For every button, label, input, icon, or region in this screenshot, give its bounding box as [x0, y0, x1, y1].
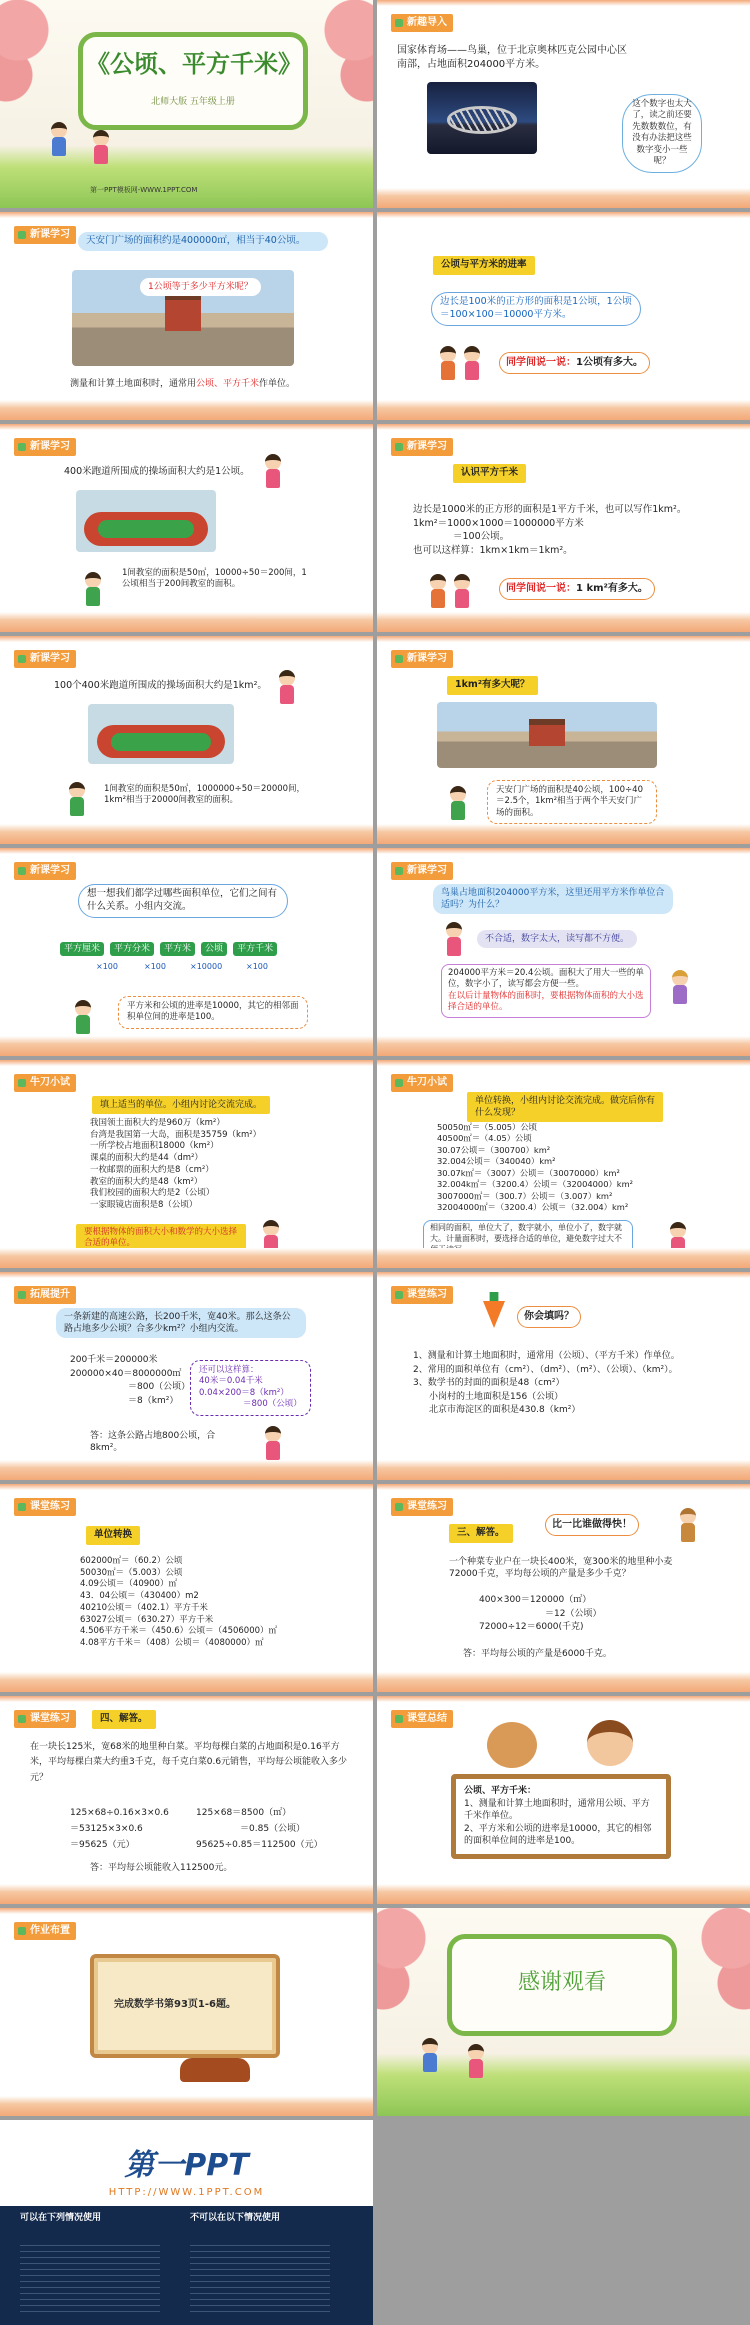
- track-text: 400米跑道所围成的操场面积大约是1公顷。: [64, 466, 250, 477]
- summary-board: 公顷、平方千米： 1、测量和计算土地面积时，通常用公顷、平方千米作单位。 2、平方米和公顷的进率是10000，其它的相邻的面积单位间的进率是100。: [451, 1774, 671, 1859]
- rate-note: 平方米和公顷的进率是10000，其它的相邻面积单位间的进率是100。: [118, 996, 308, 1029]
- farm-work: 400×300＝120000（㎡） ＝12（公顷） 72000÷12＝6000(千克): [479, 1595, 602, 1632]
- intro-bubble: 这个数字也太大了，读之前还要先数数数位，有没有办法把这些数字变小一些呢？: [622, 94, 702, 173]
- km2-banner: 认识平方千米: [453, 464, 526, 483]
- slide-learn-1: [0, 212, 373, 420]
- slide-title: [0, 0, 373, 208]
- fill-note: 要根据物体的面积大小和数学的大小选择合适的单位。: [76, 1224, 246, 1253]
- unit-chain: 平方厘米 平方分米 平方米 公顷 平方千米: [60, 942, 283, 956]
- track-photo: [76, 490, 216, 552]
- unit-note: 测量和计算土地面积时，通常用公顷、平方千米作单位。: [70, 379, 296, 389]
- solve-head-2: 四、解答。: [92, 1710, 156, 1729]
- practice-lines: 1、测量和计算土地面积时，通常用（公顷）、（平方千米）作单位。 2、常用的面积单位有（cm²）、（dm²）、（m²）、（公顷）、（km²）。 3、数学书的封面的面积是48（cm²） 小岗村的土地面积是156（公顷） 北京市海淀区的面积是430.8（km²）: [413, 1351, 680, 1415]
- discuss-bubble: 同学间说一说：1公顷有多大。: [499, 352, 650, 374]
- cabbage-work-left: 125×68÷0.16×3×0.6 ＝53125×3×0.6 ＝95625（元）: [70, 1808, 169, 1850]
- slide-intro: [377, 0, 750, 208]
- tag-learn: 新课学习: [14, 226, 76, 244]
- slide-practice-1: 课堂练习 你会填吗？ 1、测量和计算土地面积时，通常用（公顷）、（平方千米）作单位。 2、常用的面积单位有（cm²）、（dm²）、（m²）、（公顷）、（km²）。 3、数学书的封面的面积是48（cm²） 小岗村的土地面积是156（公顷） 北京市海淀区的面积是430.8（km²）: [377, 1272, 750, 1480]
- question-text: 1公顷等于多少平方米呢？: [140, 278, 261, 296]
- slide-try-2: 牛刀小试 单位转换，小组内讨论交流完成。做完后你有什么发现？ 50050㎡＝（5.005）公顷 40500㎡＝（4.05）公顷 30.07公顷＝（300700）km² 32.004公顷＝（340040）km² 30.07k㎡＝（3007）公顷＝（30070000）km² 32.004k㎡＝（3200.4）公顷＝（32004000）km² 3007000㎡＝（300.7）公顷＝（3.007）km² 32004000㎡＝（3200.4）公顷＝（32.004）km² 相同的面积，单位大了，数字就小，单位小了，数字就大。计量面积时，要选择合适的单位，避免数字过大不: [377, 1060, 750, 1268]
- km2-size-banner: 1km²有多大呢？: [447, 676, 538, 695]
- brand-logo: 第一PPT: [124, 2148, 249, 2183]
- track-photo-2: [88, 704, 234, 764]
- classroom-note: 1间教室的面积是50㎡，10000÷50＝200间，1公顷相当于200间教室的面积。: [122, 568, 307, 590]
- tracks100-text: 100个400米跑道所围成的操场面积大约是1km²。: [54, 680, 267, 691]
- slide-learn-5: 新课学习 100个400米跑道所围成的操场面积大约是1km²。 1间教室的面积是50㎡，1000000÷50＝20000间，1km²相当于20000间教室的面积。: [0, 636, 373, 844]
- girl-figure: [90, 130, 112, 164]
- cabbage-answer: 答：平均每公顷能收入112500元。: [90, 1863, 233, 1873]
- slide-homework: 作业布置 完成数学书第93页1-6题。: [0, 1908, 373, 2116]
- convert-note: 相同的面积，单位大了，数字就小，单位小了，数字就大。计量面积时，要选择合适的单位，避免数字过大不: [423, 1220, 633, 1258]
- hectare-box: 边长是100米的正方形的面积是1公顷，1公顷＝100×100＝10000平方米。: [431, 292, 641, 326]
- slide-learn-3: 新课学习 400米跑道所围成的操场面积大约是1公顷。 1间教室的面积是50㎡，10000÷50＝200间，1公顷相当于200间教室的面积。: [0, 424, 373, 632]
- road-alt: 还可以这样算： 40米＝0.04千米 0.04×200＝8（km²） ＝800（公顷）: [190, 1360, 311, 1416]
- slide-learn-4: 新课学习 认识平方千米 边长是1000米的正方形的面积是1平方千米，也可以写作1km²。 1km²＝1000×1000＝1000000平方米 ＝100公顷。 也可以这样算：1km×1km＝1km²。 同学间说一说：1 km²有多大。: [377, 424, 750, 632]
- unit-convert-lines: 602000㎡＝（60.2）公顷 50030㎡＝（5.003）公顷 4.09公顷＝（40900）㎡ 43．04公顷＝（430400）m2 40210公顷＝（402.1）平方千米 63027公顷＝（630.27）平方千米 4.506平方千米＝（450.6）公顷＝（4506000）㎡ 4.08平方千米＝（408）公顷＝（4080000）㎡: [80, 1556, 278, 1649]
- square-size-note: 天安门广场的面积是40公顷，100÷40＝2.5个，1km²相当于两个半天安门广场的面积。: [487, 780, 657, 824]
- title-text: 《公顷、平方千米》: [86, 50, 302, 78]
- km2-line-1: 边长是1000米的正方形的面积是1平方千米，也可以写作1km²。: [413, 504, 687, 515]
- tag-intro: 新趣导入: [391, 14, 453, 32]
- nest-question: 鸟巢占地面积204000平方米，这里还用平方米作单位合适吗？为什么？: [433, 884, 673, 914]
- race-bubble: 比一比谁做得快！: [545, 1514, 639, 1536]
- usage-right: 不可以在以下情况使用: [190, 2213, 281, 2223]
- km2-line-3: ＝100公顷。: [453, 531, 510, 542]
- slide-practice-2: 课堂练习 单位转换 602000㎡＝（60.2）公顷 50030㎡＝（5.003）公顷 4.09公顷＝（40900）㎡ 43．04公顷＝（430400）m2 40210公顷＝（402.1）平方千米 63027公顷＝（630.27）平方千米 4.506平方千米＝（450.6）公顷＝（4506000）㎡ 4.08平方千米＝（408）公顷＝（4080000）㎡: [0, 1484, 373, 1692]
- slide-try-1: 牛刀小试 填上适当的单位。小组内讨论交流完成。 我国领土面积大约是960万（km²） 台湾是我国第一大岛，面积是35759（km²） 一所学校占地面积18000（km²） 课桌的面积大约是44（dm²） 一枚邮票的面积大约是8（cm²） 教室的面积大约是48（km²） 我们校园的面积大约是2（公顷） 一家眼镜店面积是8（公顷） 要根据物体的面积大小和数学的大小选择合适的单位。: [0, 1060, 373, 1268]
- unit-convert-title: 单位转换: [86, 1526, 140, 1545]
- road-question: 一条新建的高速公路，长200千米，宽40米。那么这条公路占地多少公顷？合多少km²？小组内交流。: [56, 1308, 306, 1338]
- units-question: 想一想我们都学过哪些面积单位，它们之间有什么关系。小组内交流。: [78, 884, 288, 918]
- rate-banner: 公顷与平方米的进率: [433, 256, 535, 275]
- km2-bubble: 同学间说一说：1 km²有多大。: [499, 578, 655, 600]
- road-work: 200千米＝200000米 200000×40＝8000000㎡ ＝800（公顷） ＝8（km²）: [70, 1355, 191, 1406]
- boy-figure: [48, 122, 70, 156]
- boy-right: [587, 1720, 633, 1766]
- slide-brand: [0, 2120, 373, 2325]
- convert-title: 单位转换，小组内讨论交流完成。做完后你有什么发现？: [467, 1092, 663, 1122]
- slide-expand: 拓展提升 一条新建的高速公路，长200千米，宽40米。那么这条公路占地多少公顷？合多少km²？小组内交流。 200千米＝200000米 200000×40＝8000000㎡ ＝800（公顷） ＝8（km²） 还可以这样算： 40米＝0.04千米 0.04×200＝8（km²） ＝800（公顷） 答：这条公路占地800公顷，合8km²。: [0, 1272, 373, 1480]
- fill-ask: 你会填吗？: [517, 1306, 581, 1328]
- km2-line-2: 1km²＝1000×1000＝1000000平方米: [413, 518, 584, 529]
- slide-practice-3: 课堂练习 三、解答。 比一比谁做得快！ 一个种菜专业户在一块长400米，宽300米的地里种小麦72000千克，平均每公顷的产量是多少千克？ 400×300＝120000（㎡） ＝12（公顷） 72000÷12＝6000(千克) 答：平均每公顷的产量是6000千克。: [377, 1484, 750, 1692]
- subtitle-text: 北师大版 五年级上册: [151, 97, 235, 107]
- fill-lines: 我国领土面积大约是960万（km²） 台湾是我国第一大岛，面积是35759（km²） 一所学校占地面积18000（km²） 课桌的面积大约是44（dm²） 一枚邮票的面积大约是8（cm²） 教室的面积大约是48（km²） 我们校园的面积大约是2（公顷） 一家眼镜店面积是8（公顷）: [90, 1118, 262, 1211]
- slide-learn-6: 新课学习 1km²有多大呢？ 天安门广场的面积是40公顷，100÷40＝2.5个，1km²相当于两个半天安门广场的面积。: [377, 636, 750, 844]
- slide-learn-8: 新课学习 鸟巢占地面积204000平方米，这里还用平方米作单位合适吗？为什么？ 不合适，数字太大，读写都不方便。 204000平方米＝20.4公顷。面积大了用大一些的单位，数字小了，读写都会方便一些。 在以后计量物体的面积时，要根据物体面积的大小选择合适的单位。: [377, 848, 750, 1056]
- tiananmen-photo-2: [437, 702, 657, 768]
- cabbage-question: 在一块长125米，宽68米的地里种白菜。平均每棵白菜的占地面积是0.16平方米，平均每棵白菜大约重3千克，每千克白菜0.6元销售，平均每公顷能收入多少元？: [30, 1742, 348, 1783]
- bear-left: [487, 1722, 537, 1768]
- site-text: 第一PPT模板网-WWW.1PPT.COM: [90, 186, 198, 194]
- farm-answer: 答：平均每公顷的产量是6000千克。: [463, 1649, 612, 1659]
- usage-left: 可以在下列情况使用: [20, 2213, 102, 2223]
- square-banner: 天安门广场的面积约是400000㎡，相当于40公顷。: [78, 232, 328, 251]
- answer-2: 204000平方米＝20.4公顷。面积大了用大一些的单位，数字小了，读写都会方便一些。 在以后计量物体的面积时，要根据物体面积的大小选择合适的单位。: [441, 964, 651, 1018]
- answer-1: 不合适，数字太大，读写都不方便。: [477, 930, 637, 948]
- brand-url: HTTP://WWW.1PPT.COM: [108, 2187, 265, 2198]
- road-answer: 答：这条公路占地800公顷，合8km²。: [90, 1431, 216, 1454]
- cabbage-work-right: 125×68＝8500（㎡） ＝0.85（公顷） 95625÷0.85＝112500（元）: [196, 1808, 323, 1850]
- slide-learn-2: [377, 212, 750, 420]
- thanks-text: 感谢观看: [517, 1970, 606, 1995]
- solve-head: 三、解答。: [449, 1524, 513, 1543]
- birds-nest-photo: [427, 82, 537, 154]
- convert-lines: 50050㎡＝（5.005）公顷 40500㎡＝（4.05）公顷 30.07公顷＝（300700）km² 32.004公顷＝（340040）km² 30.07k㎡＝（3007）公顷＝（30070000）km² 32.004k㎡＝（3200.4）公顷＝（32004000）km² 3007000㎡＝（300.7）公顷＝（3.007）km² 32004000㎡＝（3200.4）公顷＝（32.004）km²: [437, 1122, 633, 1213]
- slide-learn-7: 新课学习 想一想我们都学过哪些面积单位，它们之间有什么关系。小组内交流。 平方厘米 平方分米 平方米 公顷 平方千米 ×100 ×100 ×10000 ×100 平方米和公顷的进率是10000，其它的相邻面积单位间的进率是100。: [0, 848, 373, 1056]
- fill-title: 填上适当的单位。小组内讨论交流完成。: [92, 1096, 270, 1114]
- intro-text: 国家体育场——鸟巢，位于北京奥林匹克公园中心区南部，占地面积204000平方米。: [397, 45, 627, 70]
- farm-question: 一个种菜专业户在一块长400米，宽300米的地里种小麦72000千克，平均每公顷的产量是多少千克？: [449, 1557, 673, 1580]
- slide-summary: 课堂总结 公顷、平方千米： 1、测量和计算土地面积时，通常用公顷、平方千米作单位。 2、平方米和公顷的进率是10000，其它的相邻的面积单位间的进率是100。: [377, 1696, 750, 1904]
- slide-thanks: [377, 1908, 750, 2116]
- slide-practice-4: 课堂练习 四、解答。 在一块长125米，宽68米的地里种白菜。平均每棵白菜的占地面积是0.16平方米，平均每棵白菜大约重3千克，每千克白菜0.6元销售，平均每公顷能收入多少元？ 125×68÷0.16×3×0.6 ＝53125×3×0.6 ＝95625（元） 125×68＝8500（㎡） ＝0.85（公顷） 95625÷0.85＝112500（元） 答：平均每公顷能收入112500元。: [0, 1696, 373, 1904]
- km2-line-4: 也可以这样算：1km×1km＝1km²。: [413, 545, 573, 556]
- classroom-note-2: 1间教室的面积是50㎡，1000000÷50＝20000间，1km²相当于20000间教室的面积。: [104, 784, 306, 806]
- homework-text: 完成数学书第93页1-6题。: [114, 1999, 236, 2010]
- carrot-icon: [483, 1292, 505, 1328]
